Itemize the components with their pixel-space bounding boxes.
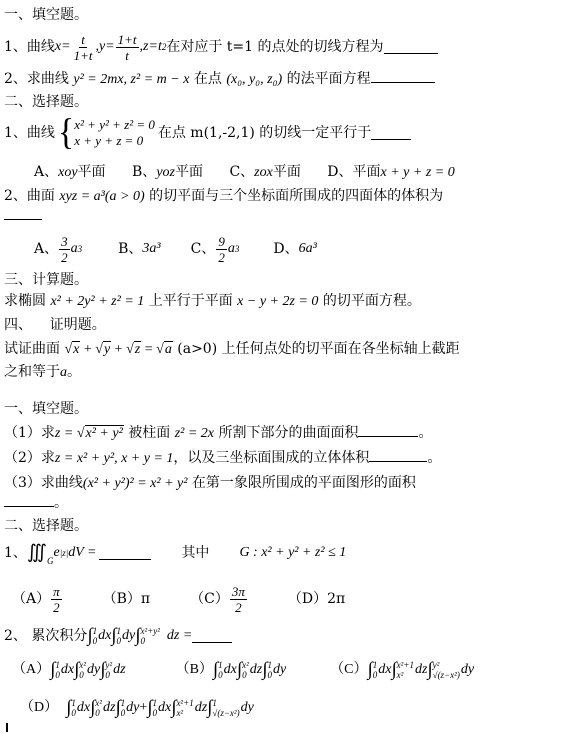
question-2-1: （1）求z = √x² + y² 被柱面 z² = 2x 所割下部分的曲面面积 。 (4, 425, 433, 441)
answer-blank[interactable] (371, 70, 435, 83)
text-cursor (6, 723, 8, 732)
answer-blank[interactable] (358, 424, 418, 437)
question-4: 2、曲面 xyz = a³(a > 0) 的切平面与三个坐标面所围成的四面体的体积为 (4, 188, 444, 204)
answer-blank[interactable] (384, 41, 438, 54)
proof-question: 试证曲面 √x + √y + √z = √a (a>0) 上任何点处的切平面在各坐标轴上截距 (4, 341, 460, 357)
section-heading-proof: 四、 证明题。 (4, 317, 106, 333)
question-2-5: 2、 累次积分 ∫ 1 0 dx ∫ 1 0 dy ∫ x²+y² 0 dz = (4, 624, 232, 648)
question-1: 1、曲线 x= $\frac{t}{1+t}$ ,y= $\frac{1+t}{t}$ ,z=t 2 在对应于 t=1 的点处的切线方程为 (4, 28, 438, 66)
section-heading-choice-2: 二、选择题。 (4, 518, 88, 534)
section-heading-fill: 一、填空题。 (4, 7, 88, 23)
section-heading-calc: 三、计算题。 (4, 272, 88, 288)
question-3: 1、曲线 { x² + y² + z² = 0 x + y + z = 0 在点 m(1,-2,1) 的切线一定平行于 (4, 113, 411, 153)
equation-system: { x² + y² + z² = 0 x + y + z = 0 (57, 112, 155, 153)
answer-blank[interactable] (99, 547, 151, 560)
question-2-2: （2）求z = x² + y², x + y = 1，以及三坐标面围成的立体体积 。 (4, 450, 442, 466)
answer-blank[interactable] (4, 494, 54, 507)
question-2-3: （3）求曲线(x² + y²)² = x² + y² 在第一象限所围成的平面图形的面积 (4, 475, 416, 491)
proof-question-cont: 之和等于a。 (4, 364, 81, 380)
triple-integral-sign: ∭ (26, 542, 48, 563)
question-2-4-options: （A） $\frac{\pi}{2}$ （B）π （C） $\frac{3\pi}{2}$ （D）2π (12, 583, 346, 615)
question-4-options: A、 $\frac{3}{2}$ a 3 B、 3a³ C、 $\frac{9}{2}$ a 3 D、 6a³ (34, 233, 317, 265)
question-2-5-options-row1: （A） ∫ 1 0 dx ∫ x² 0 dy ∫ y² 0 dz （B） ∫ 1 0 dx ∫ x² 0 dz ∫ 1 0 dy （C） ∫ 1 0 dx ∫ x²+1 x² dz ∫ y² √(z−x²) dy (12, 659, 475, 680)
answer-blank[interactable] (192, 630, 232, 643)
question-2-5-options-row2: （D） ∫ 1 0 dx ∫ x² 0 dz ∫ 1 0 dy + ∫ 1 0 dx ∫ x²+1 x² dz ∫ 1 √(z−x²) dy (20, 697, 254, 718)
question-3-options: A、xoy平面 B、yoz平面 C、zox平面 D、平面x + y + z = 0 (34, 164, 455, 180)
section-heading-choice: 二、选择题。 (4, 94, 88, 110)
calc-question: 求椭圆 x² + 2y² + z² = 1 上平行于平面 x − y + 2z = 0 的切平面方程。 (4, 293, 421, 309)
answer-line (4, 207, 42, 225)
section-heading-fill-2: 一、填空题。 (4, 401, 88, 417)
question-2: 2、求曲线 y² = 2mx, z² = m − x 在点 (x₀, y₀, z₀) 的法平面方程 (4, 70, 435, 89)
question-2-4: 1、 ∭ $_G$ e |z| dV = 其中 G : x² + y² + z² ≤ 1 (4, 542, 347, 566)
answer-blank[interactable] (371, 127, 411, 140)
answer-line: 。 (4, 494, 68, 512)
answer-blank[interactable] (4, 207, 42, 220)
answer-blank[interactable] (369, 449, 427, 462)
